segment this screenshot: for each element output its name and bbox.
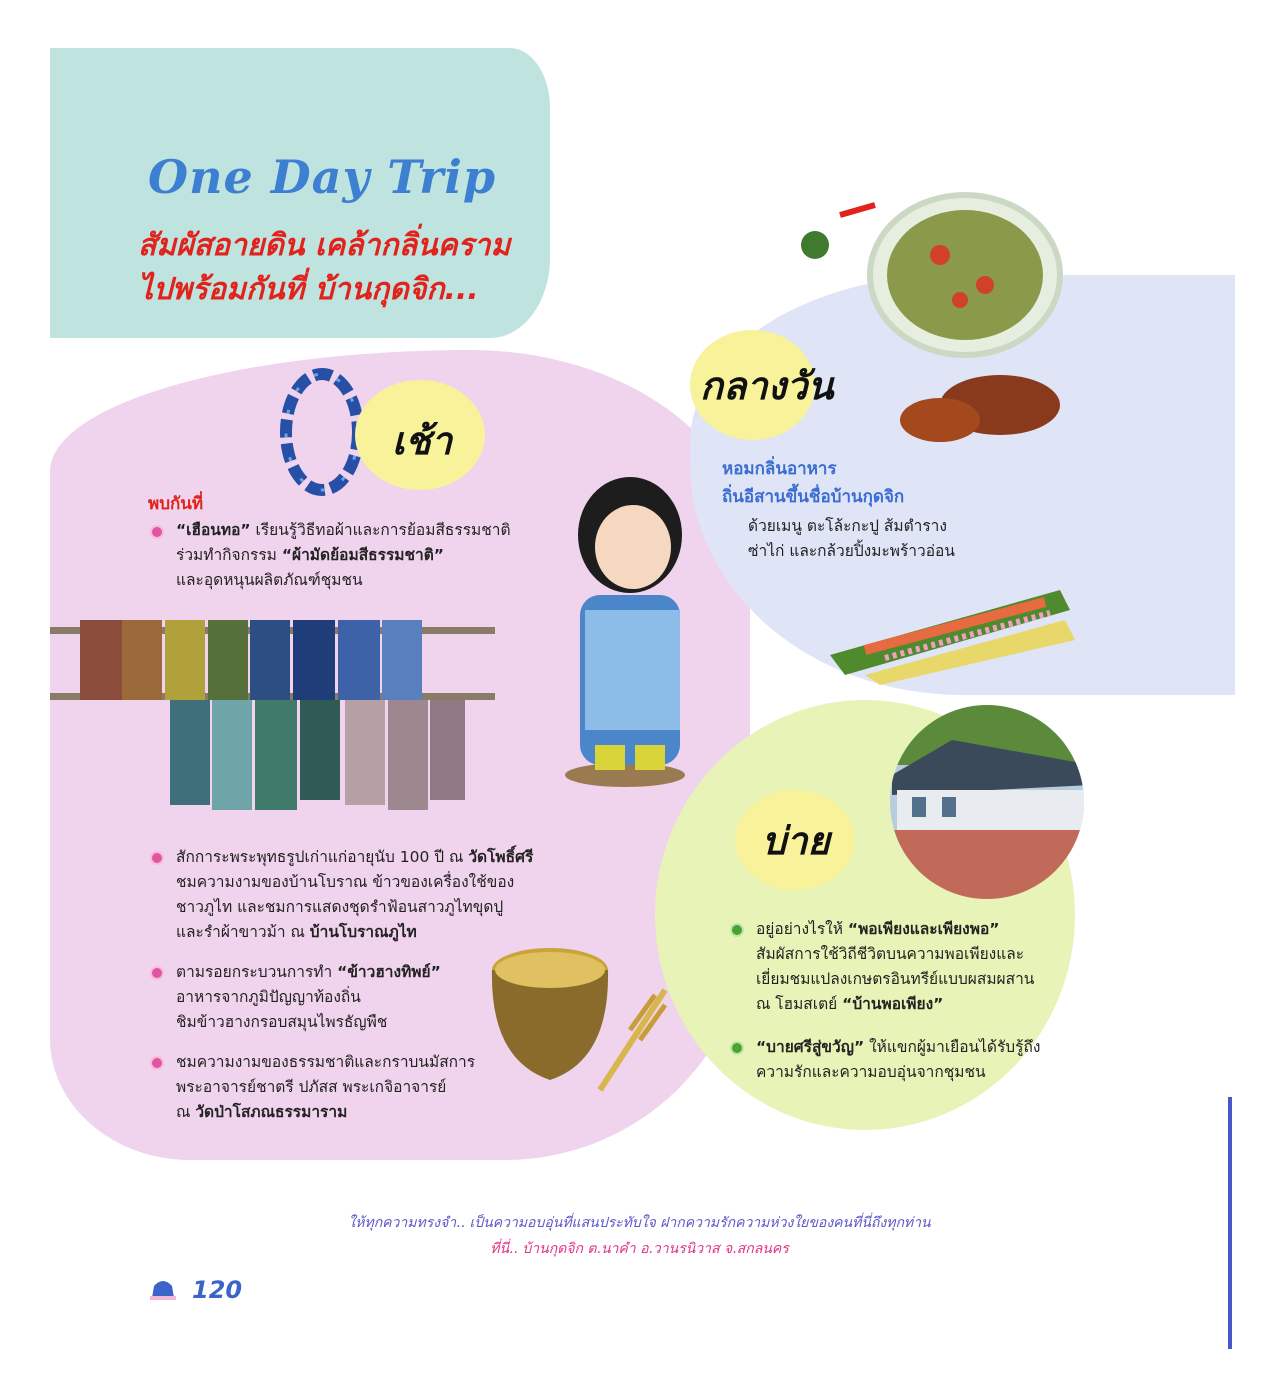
page-number: 120 bbox=[192, 1276, 243, 1304]
midday-heading: หอมกลิ่นอาหาร ถิ่นอีสานขึ้นชื่อบ้านกุดจิก bbox=[722, 459, 905, 507]
afternoon-item-1: อยู่อย่างไรให้ “พอเพียงและเพียงพอ” สัมผัสการใช้วิถีชีวิตบนความพอเพียงและ เยี่ยมชมแปลงเกษตรอินทรีย์แบบผสมผสาน ณ โฮมสเตย์ “บ้านพอเพียง” bbox=[756, 920, 1035, 1013]
rice-basket-illustration bbox=[480, 930, 680, 1110]
girl-with-indigo-cloth-illustration bbox=[545, 475, 705, 805]
morning-item-3: ตามรอยกระบวนการทำ “ข้าวฮางทิพย์” อาหารจากภูมิปัญญาท้องถิ่น ชิมข้าวฮางกรอบสมุนไพรธัญพืช bbox=[176, 963, 441, 1031]
footer-line-2: ที่นี่.. บ้านกุดจิก ต.นาคำ อ.วานรนิวาส จ.สกลนคร bbox=[490, 1241, 789, 1257]
page-subtitle-line2: ไปพร้อมกันที่ บ้านกุดจิก... bbox=[138, 272, 479, 307]
bullet-icon bbox=[152, 968, 162, 978]
side-margin-bar bbox=[1228, 1097, 1232, 1349]
morning-label: เช้า bbox=[392, 419, 453, 463]
morning-item-1: “เฮือนทอ” เรียนรู้วิธีทอผ้าและการย้อมสีธรรมชาติ ร่วมทำกิจกรรม “ผ้ามัดย้อมสีธรรมชาติ” และอุดหนุนผลิตภัณฑ์ชุมชน bbox=[176, 521, 511, 589]
bullet-icon bbox=[732, 1043, 742, 1053]
food-bowl-photo bbox=[790, 185, 1090, 455]
footer-line-1: ให้ทุกความทรงจำ.. เป็นความอบอุ่นที่แสนประทับใจ ฝากความรักความห่วงใยของคนที่นี่ถึงทุกท่าน bbox=[348, 1215, 931, 1231]
afternoon-label: บ่าย bbox=[762, 819, 830, 863]
midday-label: กลางวัน bbox=[700, 364, 834, 408]
dyed-yarn-photo bbox=[50, 615, 495, 815]
bullet-icon bbox=[152, 1058, 162, 1068]
rice-basket-icon bbox=[148, 1276, 178, 1300]
bullet-icon bbox=[152, 853, 162, 863]
bullet-icon bbox=[732, 925, 742, 935]
banana-leaf-dish-photo bbox=[825, 580, 1080, 690]
morning-heading: พบกันที่ bbox=[148, 494, 204, 514]
morning-item-2: สักการะพระพุทธรูปเก่าแก่อายุนับ 100 ปี ณ วัดโพธิ์ศรี ชมความงามของบ้านโบราณ ข้าวของเครื่องใช้ของ ชาวภูไท และชมการแสดงชุดรำฟ้อนสาวภูไทขุดปู และรำผ้าขาวม้า ณ บ้านโบราณภูไท bbox=[176, 848, 534, 941]
page-subtitle-line1: สัมผัสอายดิน เคล้ากลิ่นคราม bbox=[138, 228, 511, 263]
afternoon-item-2: “บายศรีสู่ขวัญ” ให้แขกผู้มาเยือนได้รับรู้ถึง ความรักและความอบอุ่นจากชุมชน bbox=[756, 1038, 1041, 1081]
homestay-house-photo bbox=[882, 705, 1092, 900]
page-title: One Day Trip bbox=[148, 150, 496, 204]
bullet-icon bbox=[152, 527, 162, 537]
morning-item-4: ชมความงามของธรรมชาติและกราบนมัสการ พระอาจารย์ชาตรี ปภัสส พระเกจิอาจารย์ ณ วัดป่าโสภณธรรมาราม bbox=[176, 1053, 476, 1121]
midday-menu-text: ด้วยเมนู ตะโล้ะกะปู ส้มตำราง ซ่าไก่ และกล้วยปิ้งมะพร้าวอ่อน bbox=[748, 517, 955, 560]
